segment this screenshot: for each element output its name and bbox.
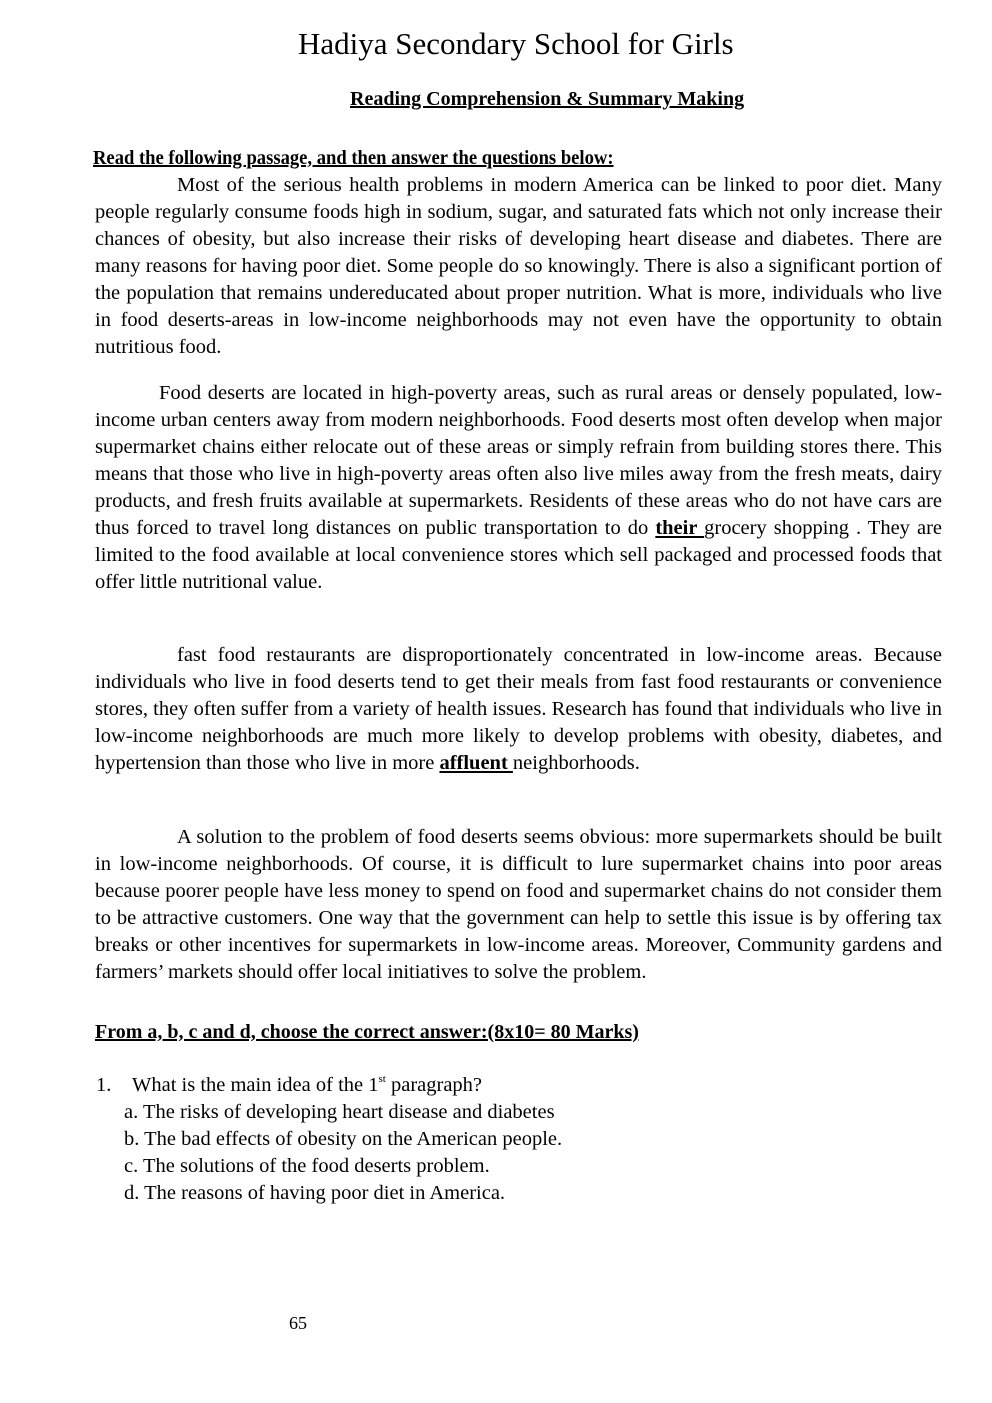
- passage-paragraph-4: A solution to the problem of food deserts seems obvious: more supermarkets should be built in low-income neighborhoods. Of course, it is difficult to lure supermarket chains into poor areas because poorer people have less money to spend on food and supermarket chains do not consider them to be attractive customers. One way that the government can help to settle this issue is by offering tax breaks or other incentives for supermarkets in low-income areas. Moreover, Community gardens and farmers’ markets should offer local initiatives to solve the problem.: [95, 826, 942, 983]
- passage-paragraph-2: [95, 380, 942, 596]
- paragraph-3-text-before: fast food restaurants are disproportionately concentrated in low-income areas. Because individuals who live in food deserts tend to get their meals from fast food restaurants or convenience stores, they often suffer from a variety of health issues. Research has found that individuals who live in low-income neighborhoods are much more likely to develop problems with obesity, diabetes, and hypertension than those who live in more: [95, 644, 942, 774]
- passage-paragraph-1: Most of the serious health problems in modern America can be linked to poor diet. Many people regularly consume foods high in sodium, sugar, and saturated fats which not only increase their chances of obesity, but also increase their risks of developing heart disease and diabetes. There are many reasons for having poor diet. Some people do so knowingly. There is also a significant portion of the population that remains undereducated about proper nutrition. What is more, individuals who live in food deserts-areas in low-income neighborhoods may not even have the opportunity to obtain nutritious food.: [95, 174, 942, 358]
- question-text-after: paragraph?: [385, 1074, 483, 1096]
- questions-heading: From a, b, c and d, choose the correct answer:(8x10= 80 Marks): [95, 1021, 639, 1043]
- question-number: 1.: [96, 1074, 112, 1096]
- highlighted-word-their: their: [655, 517, 705, 539]
- paragraph-2-text-after: grocery shopping . They are limited to the food available at local convenience stores which sell packaged and processed foods that offer little nutritional value.: [95, 517, 942, 593]
- question-1-options: [124, 1099, 562, 1207]
- section-title: Reading Comprehension & Summary Making: [350, 88, 745, 110]
- passage-paragraph-3: [95, 642, 942, 777]
- paragraph-2-text-before: Food deserts are located in high-poverty areas, such as rural areas or densely populated, low-income urban centers away from modern neighborhoods. Food deserts most often develop when major supermarket chains either relocate out of these areas or simply refrain from building stores there. This means that those who live in high-poverty areas often also live miles away from the fresh meats, dairy products, and fresh fruits available at supermarkets. Residents of these areas who do not have cars are thus forced to travel long distances on public transportation to do: [95, 382, 942, 539]
- passage-instruction: Read the following passage, and then answer the questions below:: [93, 147, 614, 169]
- school-name-heading: Hadiya Secondary School for Girls: [298, 26, 734, 61]
- option-a[interactable]: a. The risks of developing heart disease and diabetes: [124, 1101, 555, 1123]
- option-c[interactable]: c. The solutions of the food deserts problem.: [124, 1155, 490, 1177]
- page-number: 65: [289, 1313, 307, 1333]
- highlighted-word-affluent: affluent: [439, 752, 513, 774]
- option-b[interactable]: b. The bad effects of obesity on the American people.: [124, 1128, 563, 1150]
- question-text-before: What is the main idea of the 1: [132, 1074, 379, 1096]
- question-1: [96, 1072, 482, 1099]
- paragraph-3-text-after: neighborhoods.: [512, 752, 640, 774]
- option-d[interactable]: d. The reasons of having poor diet in America.: [124, 1182, 506, 1204]
- ordinal-suffix: st: [378, 1073, 386, 1085]
